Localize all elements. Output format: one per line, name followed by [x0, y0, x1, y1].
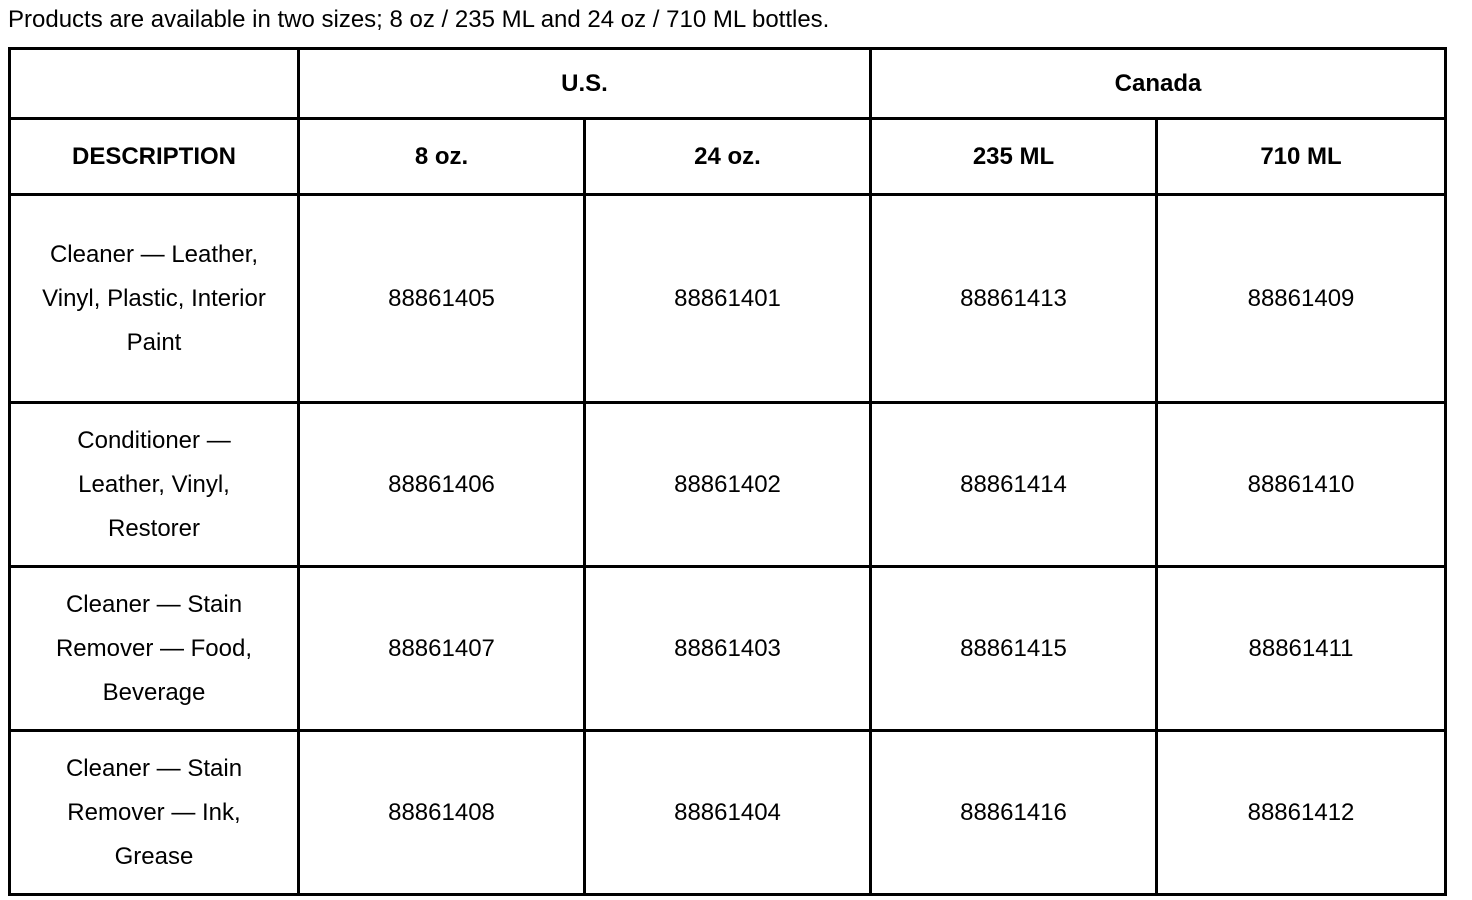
- part-number-24oz: 88861402: [585, 403, 871, 567]
- part-number-235ml: 88861416: [871, 731, 1157, 895]
- table-row: [10, 567, 1446, 731]
- part-number-24oz: 88861404: [585, 731, 871, 895]
- product-description: Cleaner — Stain Remover — Food, Beverage: [10, 567, 299, 731]
- column-header-description: DESCRIPTION: [10, 119, 299, 195]
- part-number-235ml: 88861415: [871, 567, 1157, 731]
- part-number-24oz: 88861401: [585, 195, 871, 403]
- part-number-235ml: 88861413: [871, 195, 1157, 403]
- part-number-710ml: 88861410: [1157, 403, 1446, 567]
- size-header-row: [10, 119, 1446, 195]
- region-header-canada: Canada: [871, 49, 1446, 119]
- region-header-row: [10, 49, 1446, 119]
- product-description: Cleaner — Leather, Vinyl, Plastic, Interior Paint: [10, 195, 299, 403]
- region-header-us: U.S.: [299, 49, 871, 119]
- part-number-8oz: 88861405: [299, 195, 585, 403]
- product-description: Conditioner — Leather, Vinyl, Restorer: [10, 403, 299, 567]
- column-header-710ml: 710 ML: [1157, 119, 1446, 195]
- column-header-8oz: 8 oz.: [299, 119, 585, 195]
- table-row: [10, 195, 1446, 403]
- part-number-8oz: 88861407: [299, 567, 585, 731]
- part-number-8oz: 88861406: [299, 403, 585, 567]
- column-header-235ml: 235 ML: [871, 119, 1157, 195]
- part-number-235ml: 88861414: [871, 403, 1157, 567]
- part-number-8oz: 88861408: [299, 731, 585, 895]
- part-number-710ml: 88861411: [1157, 567, 1446, 731]
- table-row: [10, 403, 1446, 567]
- part-number-710ml: 88861412: [1157, 731, 1446, 895]
- part-number-710ml: 88861409: [1157, 195, 1446, 403]
- column-header-24oz: 24 oz.: [585, 119, 871, 195]
- intro-text: Products are available in two sizes; 8 oz / 235 ML and 24 oz / 710 ML bottles.: [8, 6, 830, 33]
- part-number-24oz: 88861403: [585, 567, 871, 731]
- empty-corner-cell: [10, 49, 299, 119]
- product-description: Cleaner — Stain Remover — Ink, Grease: [10, 731, 299, 895]
- table-row: [10, 731, 1446, 895]
- part-number-table: [8, 47, 1447, 896]
